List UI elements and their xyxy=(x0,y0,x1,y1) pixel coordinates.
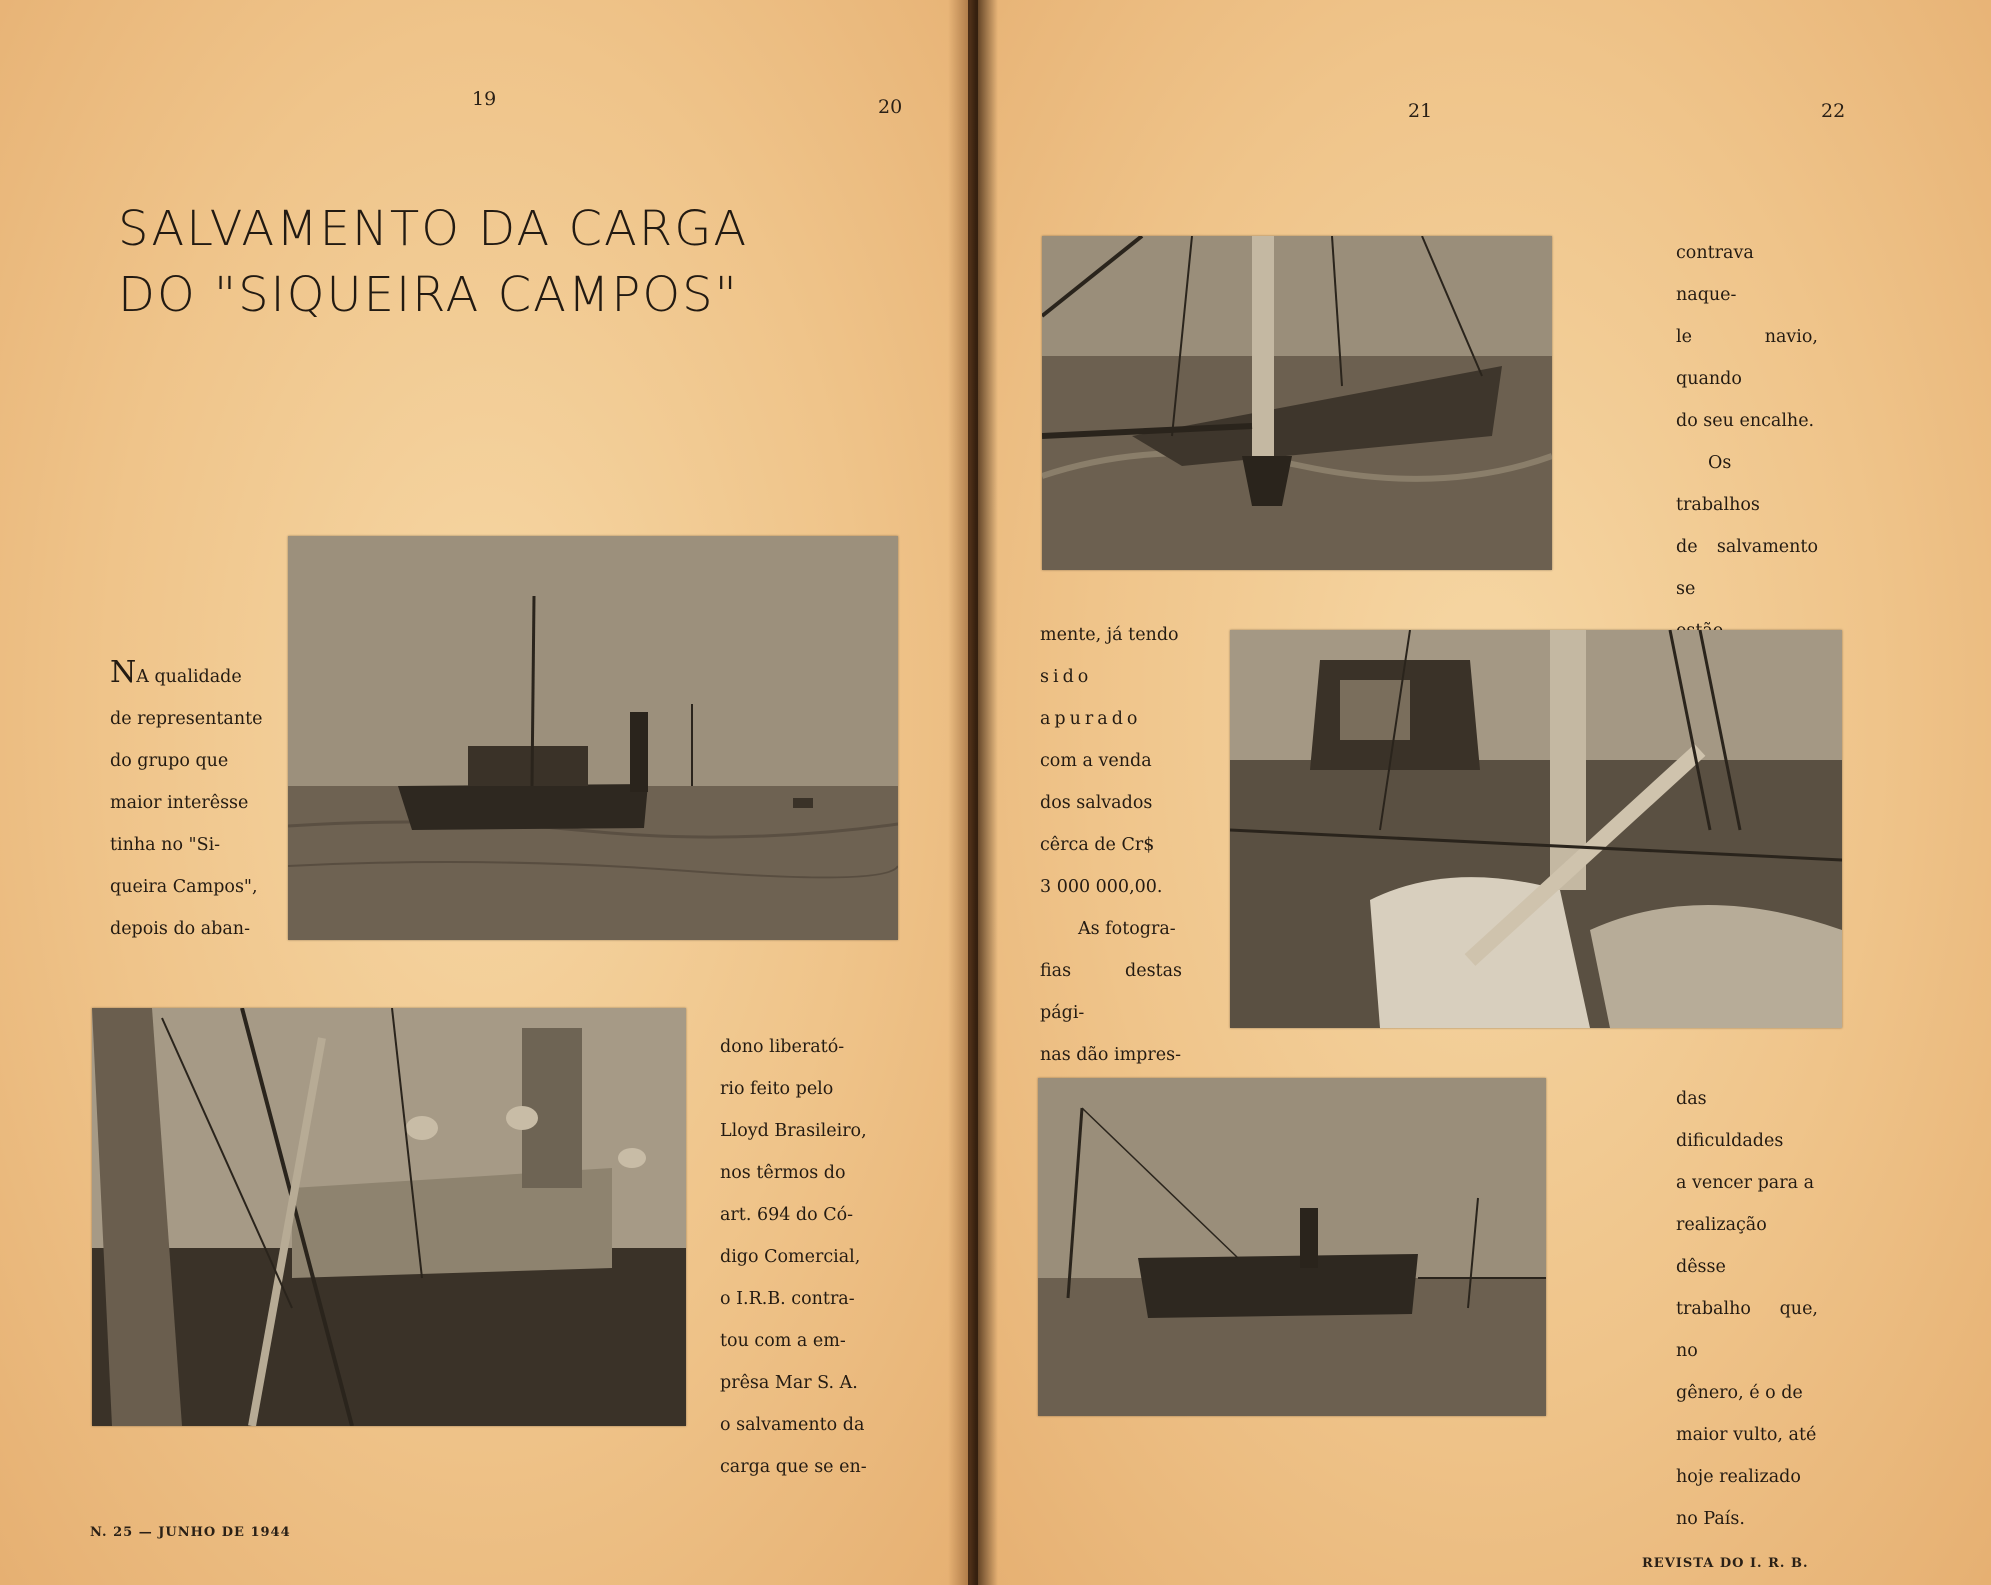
title-line-2: DO "SIQUEIRA CAMPOS" xyxy=(118,267,739,323)
text-line: o salvamento da xyxy=(720,1415,865,1435)
text-line: maior interêsse xyxy=(110,793,249,813)
right-paragraph-middle xyxy=(1040,614,1182,1118)
text-line: queira Campos", xyxy=(110,877,258,897)
text-line: tou com a em- xyxy=(720,1331,846,1351)
text-line: dono liberató- xyxy=(720,1037,845,1057)
text-line: das dificuldades xyxy=(1676,1089,1784,1151)
text-line: sido apurado xyxy=(1040,667,1142,729)
text-line: As fotogra- xyxy=(1078,919,1176,939)
page-number-20: 20 xyxy=(878,96,903,118)
text-line: Os trabalhos xyxy=(1676,453,1760,515)
text-line: fias destas pági- xyxy=(1040,961,1182,1023)
text-line: nos têrmos do xyxy=(720,1163,846,1183)
text-line: depois do aban- xyxy=(110,919,250,939)
text-line: com a venda xyxy=(1040,751,1152,771)
article-title xyxy=(118,196,748,328)
book-gutter xyxy=(948,0,998,1585)
page-number-22: 22 xyxy=(1821,100,1846,122)
photo-wreck-distance xyxy=(1038,1078,1546,1416)
text-line: do grupo que xyxy=(110,751,229,771)
text-line: art. 694 do Có- xyxy=(720,1205,854,1225)
intro-paragraph xyxy=(110,652,266,950)
text-line: rio feito pelo xyxy=(720,1079,834,1099)
text-line: no País. xyxy=(1676,1509,1745,1529)
text-line: hoje realizado xyxy=(1676,1467,1801,1487)
paragraph-continued xyxy=(720,1026,886,1488)
text-line: de salvamento se xyxy=(1676,537,1818,599)
right-page xyxy=(978,0,1991,1585)
text-line: realização dêsse xyxy=(1676,1215,1767,1277)
text-line: dos salvados xyxy=(1040,793,1153,813)
text-line: tinha no "Si- xyxy=(110,835,221,855)
text-line: do seu encalhe. xyxy=(1676,411,1815,431)
dropcap: N xyxy=(110,655,137,690)
footer-issue: N. 25 — JUNHO DE 1944 xyxy=(90,1525,291,1540)
text-line: cêrca de Cr$ xyxy=(1040,835,1155,855)
photo-ship-deck-funnels xyxy=(92,1008,686,1426)
photo-wreck-mast xyxy=(1042,236,1552,570)
text-line: trabalho que, no xyxy=(1676,1299,1818,1361)
left-page xyxy=(0,0,968,1585)
text-line: nas dão impres- xyxy=(1040,1045,1181,1065)
text-line: le navio, quando xyxy=(1676,327,1818,389)
title-line-1: SALVAMENTO DA CARGA xyxy=(118,201,749,257)
photo-bridge-ladder xyxy=(1230,630,1842,1028)
text-line: gênero, é o de xyxy=(1676,1383,1803,1403)
footer-journal: REVISTA DO I. R. B. xyxy=(1642,1556,1809,1571)
text-line: Lloyd Brasileiro, xyxy=(720,1121,867,1141)
photo-ship-at-sea xyxy=(288,536,898,940)
text-line: 3 000 000,00. xyxy=(1040,877,1163,897)
page-number-21: 21 xyxy=(1408,100,1433,122)
right-paragraph-bottom xyxy=(1676,1078,1818,1540)
text-line: carga que se en- xyxy=(720,1457,867,1477)
text-line: digo Comercial, xyxy=(720,1247,861,1267)
text-line: a vencer para a xyxy=(1676,1173,1815,1193)
text-line: mente, já tendo xyxy=(1040,625,1179,645)
text-line: maior vulto, até xyxy=(1676,1425,1817,1445)
text-line: A qualidade xyxy=(136,667,242,687)
text-line: prêsa Mar S. A. xyxy=(720,1373,858,1393)
page-number-19: 19 xyxy=(472,88,497,110)
text-line: o I.R.B. contra- xyxy=(720,1289,855,1309)
text-line: contrava naque- xyxy=(1676,243,1754,305)
text-line: de representante xyxy=(110,709,263,729)
